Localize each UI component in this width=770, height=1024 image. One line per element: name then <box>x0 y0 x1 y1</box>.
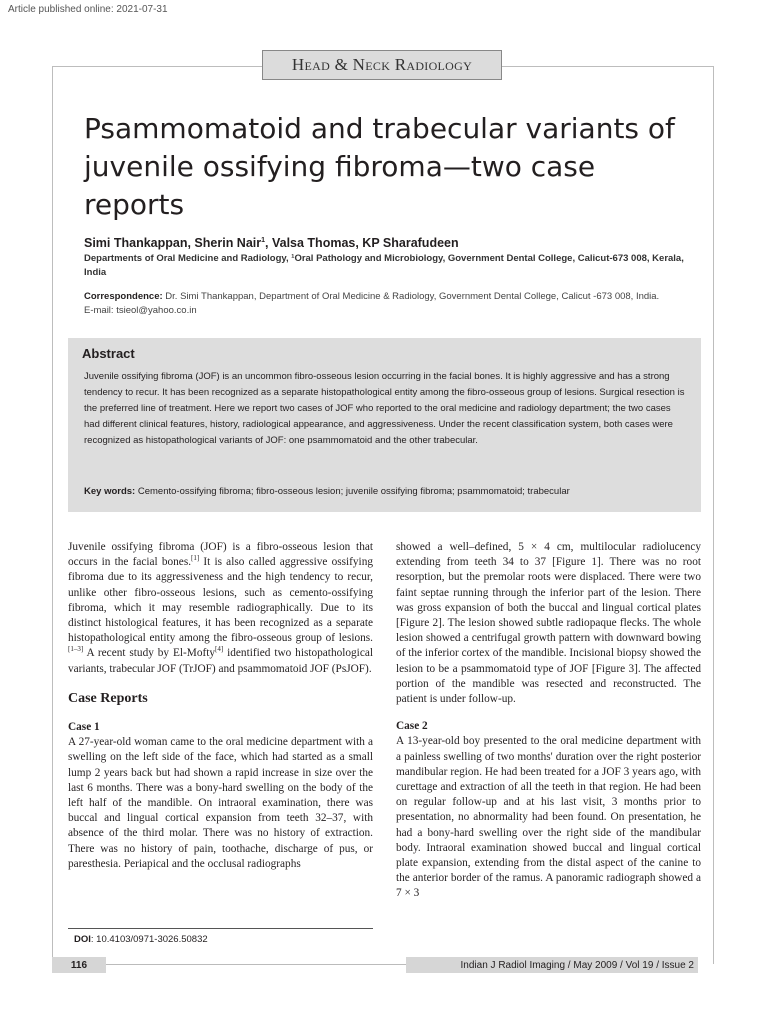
body-column-left <box>68 540 373 872</box>
doi-divider <box>68 928 373 929</box>
correspondence <box>84 290 684 318</box>
correspondence-label: Correspondence: <box>84 291 163 302</box>
case1-paragraph: A 27-year-old woman came to the oral medicine department with a swelling on the left side of the face, which had started as a small lump 2 years back but had shown a rapid increase in size over the last 6 months. There was a bony-hard swelling on the body of the left half of the mandible. On intraoral examination, there was buccal and lingual cortical expansion from teeth 32–37, with absence of the third molar. There was no history of extraction. There was no history of pain, toothache, discharge of pus, or paresthesia. Periapical and the occlusal radiographs <box>68 736 373 870</box>
affiliations: Departments of Oral Medicine and Radiology, ¹Oral Pathology and Microbiology, Government Dental College, Calicut-673 008, Kerala, India <box>84 253 684 278</box>
case1-heading: Case 1 <box>68 721 100 734</box>
body-column-right <box>396 540 701 902</box>
citation-ref: [4] <box>215 645 224 654</box>
citation-ref: [1–3] <box>68 645 84 654</box>
correspondence-email: E-mail: tsieol@yahoo.co.in <box>84 305 197 316</box>
doi <box>74 934 208 945</box>
doi-value: : 10.4103/0971-3026.50832 <box>90 934 208 945</box>
author-names: Simi Thankappan, Sherin Nair <box>84 236 262 250</box>
case2-paragraph: A 13-year-old boy presented to the oral medicine department with a painless swelling of two months' duration over the right posterior mandibular region. He had been treated for a JOF 3 years ago, with curettage and extraction of all the teeth in that region. He had been on regular follow-up and at his last visit, 3 months prior to presentation, no abnormality had been found. On presentation, he had a bony-hard swelling over the right side of the mandibular body. Intraoral examination showed buccal and lingual cortical plate expansion, extending from the distal aspect of the canine to the anterior border of the ramus. A panoramic radiograph showed a 7 × 3 <box>396 735 701 900</box>
author-affiliation-marker: 1 <box>261 236 266 244</box>
intro-text-4: identified two histopathological variants, trabecular JOF (TrJOF) and psammomatoid JOF (PsJOF). <box>68 647 373 675</box>
intro-paragraph <box>68 540 373 677</box>
citation-ref: [1] <box>191 554 200 563</box>
case-reports-heading: Case Reports <box>68 690 148 706</box>
intro-text-3: A recent study by El-Mofty <box>83 647 216 660</box>
intro-text-2: It is also called aggressive ossifying fibroma due to its aggressiveness and the high tendency to recur, unlike other fibro-osseous lesions, such as cemento-ossifying fibroma, which it may resemble radiographically. Due to its distinct histological features, it has been recognized as a separate histopathological entity among the fibro-osseous group of lesions. <box>68 556 373 645</box>
abstract-box <box>68 338 701 512</box>
author-names-rest: , Valsa Thomas, KP Sharafudeen <box>265 236 459 250</box>
intro-text-1: Juvenile ossifying fibroma (JOF) is a fibro-osseous lesion that occurs in the facial bones. <box>68 541 373 569</box>
article-title: Psammomatoid and trabecular variants of juvenile ossifying fibroma—two case reports <box>84 112 675 221</box>
doi-label: DOI <box>74 934 91 945</box>
publication-date: Article published online: 2021-07-31 <box>8 4 168 15</box>
keywords-text: Cemento-ossifying fibroma; fibro-osseous lesion; juvenile ossifying fibroma; psammomatoid; trabecular <box>135 486 570 497</box>
keywords-label: Key words: <box>84 486 136 497</box>
abstract-text: Juvenile ossifying fibroma (JOF) is an uncommon fibro-osseous lesion occurring in the facial bones. It is highly aggressive and has a strong tendency to recur. It has been recognized as a separate histopathological entity among the fibro-osseous group of lesions. Surgical resection is the preferred line of treatment. Here we report two cases of JOF who reported to the oral medicine and radiology department; the two cases had different clinical features, history, radiological appearance, and aggressiveness. Under the recent classification system, both cases were recognized as histopathological variants of JOF: one psammomatoid and the other trabecular. <box>84 371 685 446</box>
keywords <box>84 486 570 497</box>
author-list <box>84 236 459 250</box>
page-number: 116 <box>52 957 106 973</box>
case1-continued-paragraph: showed a well–defined, 5 × 4 cm, multilocular radiolucency extending from teeth 34 to 37 [Figure 1]. There was no root resorption, but the premolar roots were displaced. There were two faint septae running through the inferior part of the lesion. There was gross expansion of both the buccal and lingual cortical plates [Figure 2]. The lesion showed subtle radiopaque flecks. The whole lesion showed a centrifugal growth pattern with downward bowing of the inferior cortex of the mandible. Incisional biopsy showed the lesion to be a psammomatoid type of JOF [Figure 3]. The affected portion of the mandible was resected and reconstructed. The patient is under follow-up. <box>396 541 701 706</box>
journal-citation: Indian J Radiol Imaging / May 2009 / Vol 19 / Issue 2 <box>406 957 698 973</box>
footer-divider <box>106 964 406 965</box>
section-label: Head & Neck Radiology <box>262 50 502 80</box>
correspondence-text: Dr. Simi Thankappan, Department of Oral Medicine & Radiology, Government Dental College, Calicut -673 008, India. <box>162 291 660 302</box>
abstract-heading: Abstract <box>82 346 135 361</box>
case2-heading: Case 2 <box>396 720 428 733</box>
